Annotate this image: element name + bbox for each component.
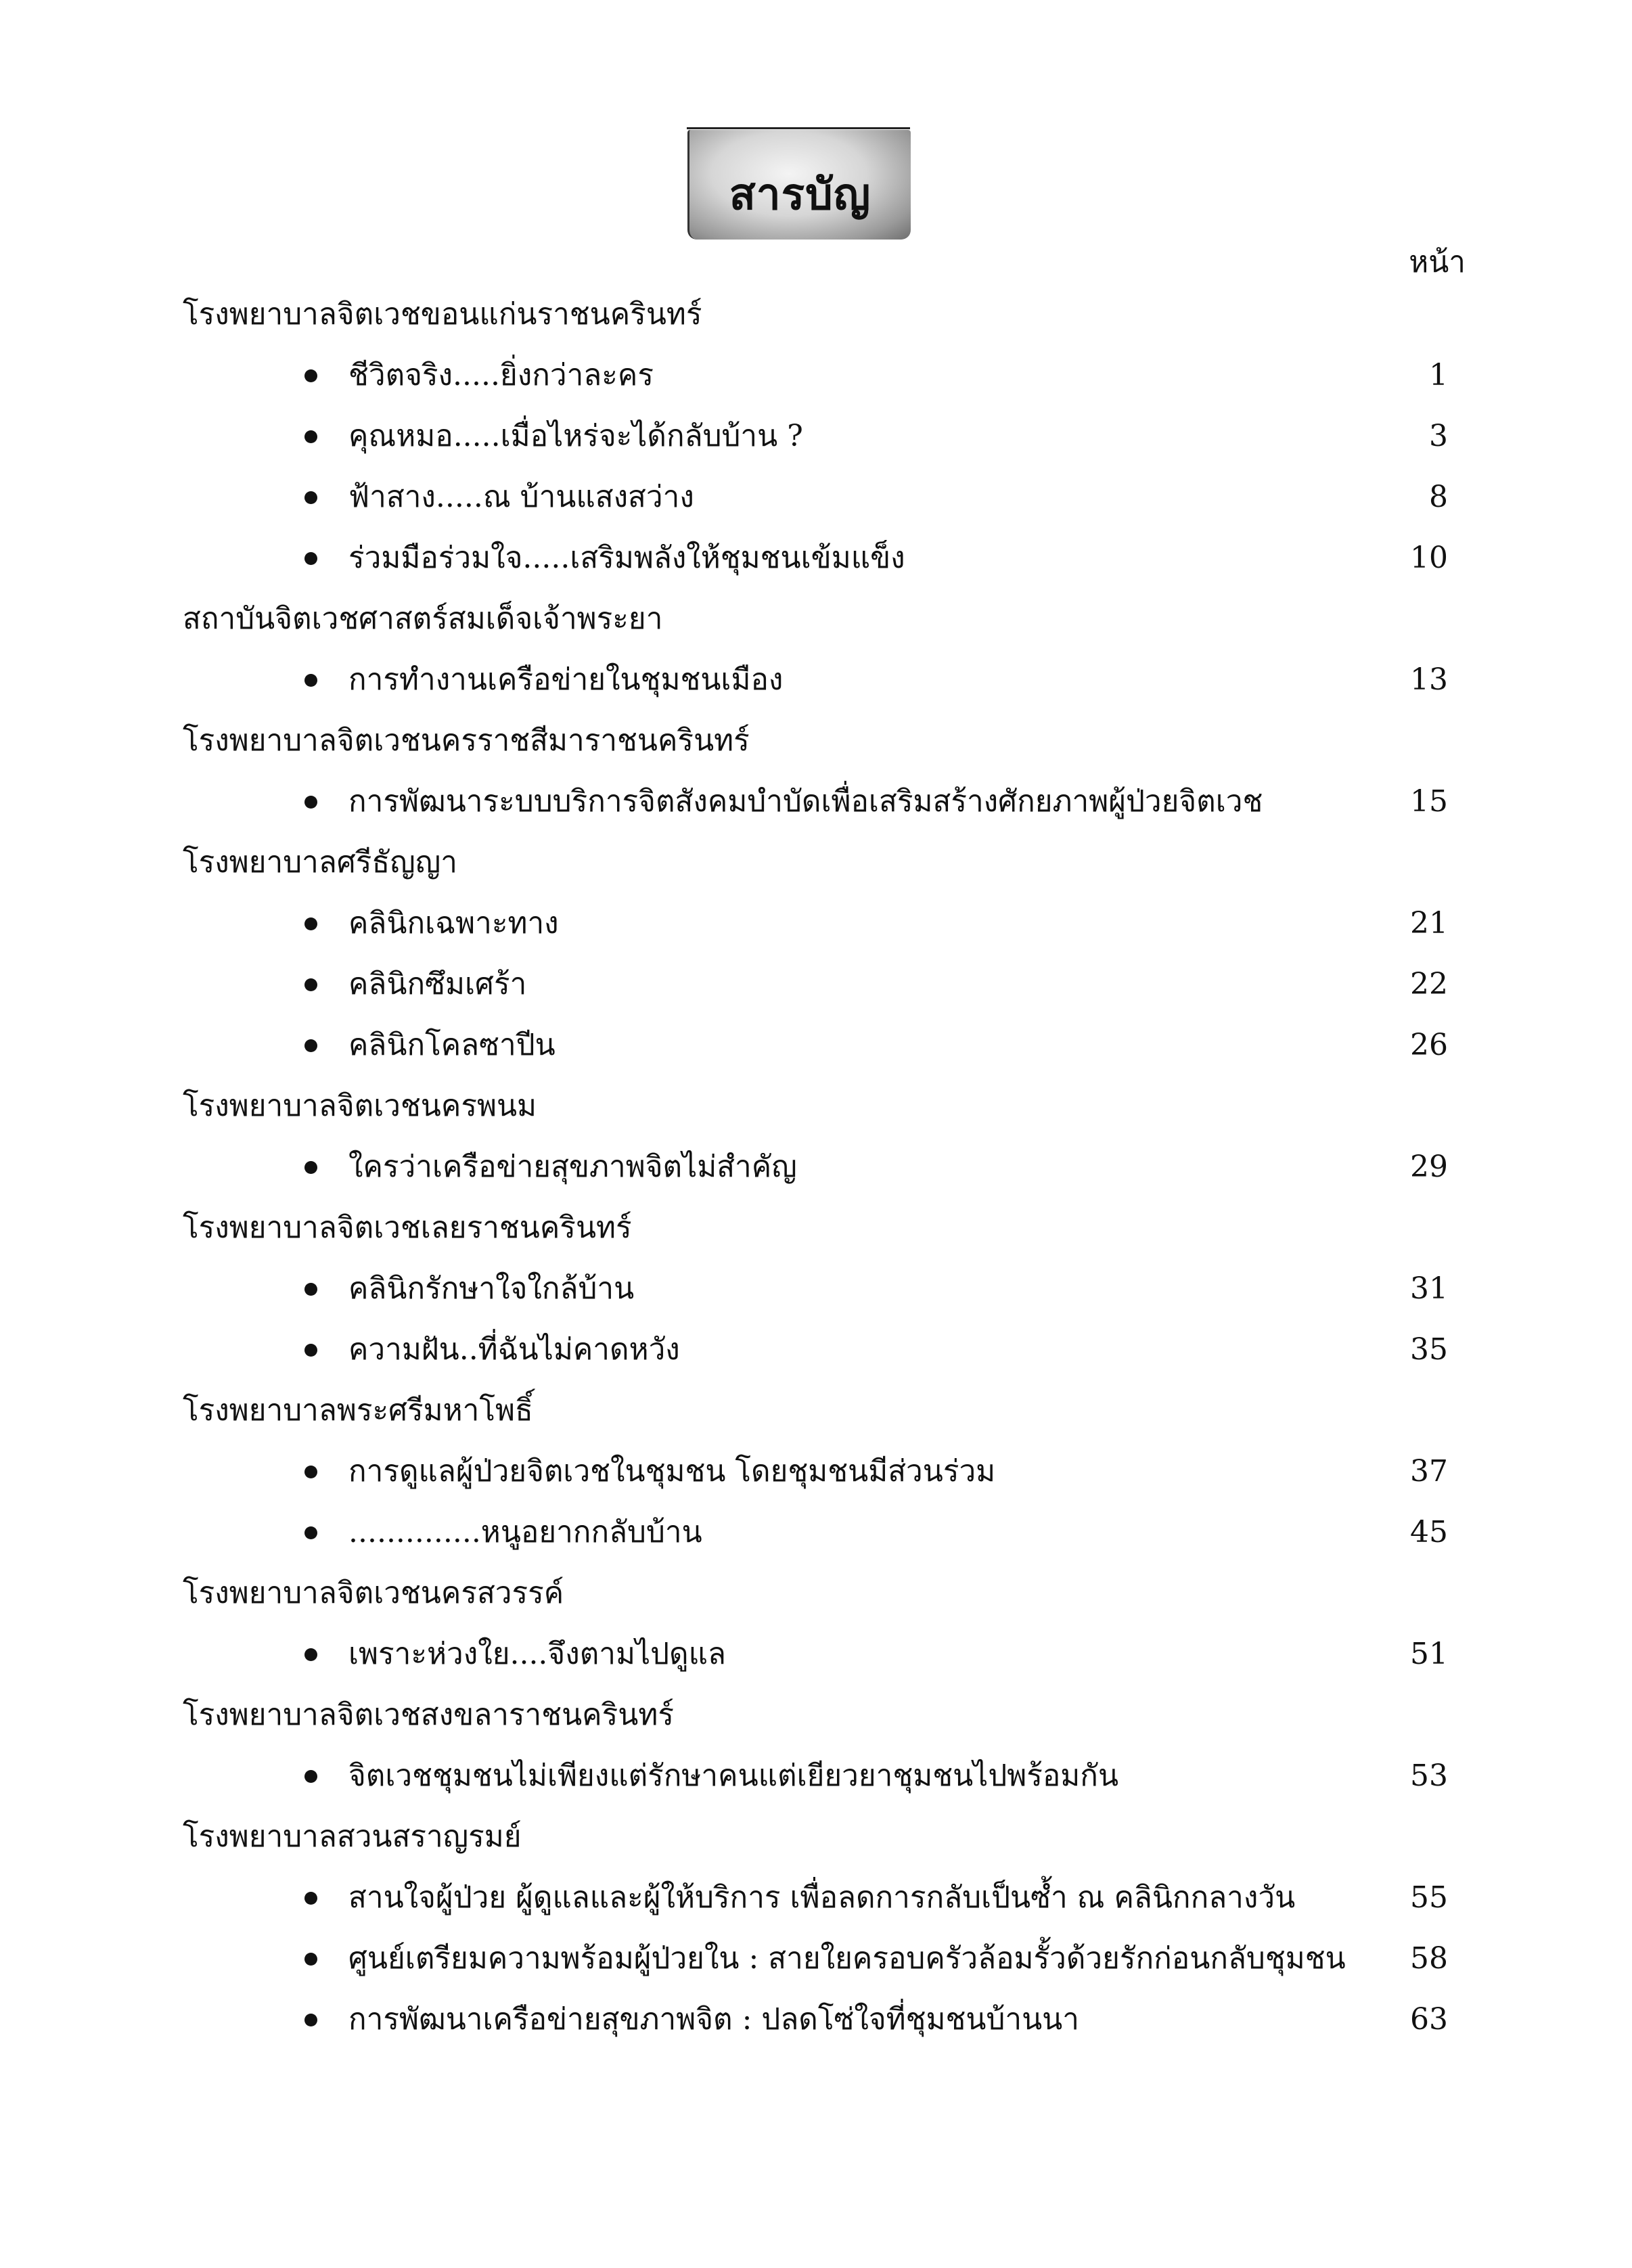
bullet-icon [304,1648,317,1661]
entry-title: คุณหมอ.....เมื่อไหร่จะได้กลับบ้าน ? [348,419,803,453]
entry-title: คลินิกโคลซาปีน [348,1028,556,1062]
toc-entry[interactable] [183,650,1448,710]
bullet-icon [304,1770,317,1783]
table-of-contents [183,284,1448,2050]
toc-section [183,284,1448,589]
section-title: โรงพยาบาลจิตเวชนครพนม [183,1089,537,1123]
bullet-icon [304,978,317,991]
toc-entry[interactable] [183,1502,1448,1563]
bullet-icon [304,430,317,443]
entry-title: การพัฒนาเครือข่ายสุขภาพจิต : ปลดโซ่ใจที่ชุมชนบ้านนา [348,2002,1079,2037]
bullet-icon [304,917,317,930]
section-title: โรงพยาบาลพระศรีมหาโพธิ์ [183,1393,533,1428]
section-title: โรงพยาบาลสวนสราญรมย์ [183,1819,522,1854]
toc-entry[interactable] [183,1928,1448,1989]
toc-entry[interactable] [183,1989,1448,2050]
toc-section [183,1685,1448,1807]
bullet-icon [304,1344,317,1357]
title-rule [687,127,910,129]
title-banner [687,130,911,240]
bullet-icon [304,1526,317,1539]
section-title: โรงพยาบาลจิตเวชสงขลาราชนครินทร์ [183,1698,674,1732]
toc-entry[interactable] [183,771,1448,832]
toc-entry[interactable] [183,1258,1448,1319]
bullet-icon [304,491,317,504]
entry-page-number: 31 [1410,1271,1448,1306]
toc-section [183,1380,1448,1563]
bullet-icon [304,796,317,809]
bullet-icon [304,1892,317,1905]
toc-section [183,589,1448,710]
entry-page-number: 15 [1410,784,1448,819]
entry-page-number: 8 [1429,480,1448,514]
bullet-icon [304,1161,317,1174]
entry-page-number: 22 [1410,967,1448,1001]
entry-title: ความฝัน..ที่ฉันไม่คาดหวัง [348,1332,680,1367]
section-title: โรงพยาบาลจิตเวชนครราชสีมาราชนครินทร์ [183,723,750,758]
toc-entry[interactable] [183,1624,1448,1685]
toc-section [183,1076,1448,1198]
page-column-heading: หน้า [1409,245,1466,279]
toc-section [183,832,1448,1076]
bullet-icon [304,1283,317,1296]
entry-title: การพัฒนาระบบบริการจิตสังคมบำบัดเพื่อเสริมสร้างศักยภาพผู้ป่วยจิตเวช [348,784,1263,819]
bullet-icon [304,552,317,565]
entry-page-number: 63 [1410,2002,1448,2037]
entry-page-number: 51 [1410,1637,1448,1671]
bullet-icon [304,1953,317,1966]
entry-page-number: 21 [1410,906,1448,940]
section-title: โรงพยาบาลจิตเวชเลยราชนครินทร์ [183,1210,632,1245]
entry-page-number: 3 [1429,419,1448,453]
entry-title: จิตเวชชุมชนไม่เพียงแต่รักษาคนแต่เยียวยาชุมชนไปพร้อมกัน [348,1759,1119,1793]
toc-entry[interactable] [183,1746,1448,1807]
toc-entry[interactable] [183,1319,1448,1380]
toc-entry[interactable] [183,528,1448,589]
bullet-icon [304,1466,317,1478]
section-title: โรงพยาบาลจิตเวชขอนแก่นราชนครินทร์ [183,297,702,332]
page-title: สารบัญ [729,169,871,220]
toc-section [183,1807,1448,2050]
toc-section [183,1563,1448,1685]
bullet-icon [304,2014,317,2026]
toc-section [183,710,1448,832]
entry-title: การทำงานเครือข่ายในชุมชนเมือง [348,662,784,697]
toc-entry[interactable] [183,1867,1448,1928]
entry-title: สานใจผู้ป่วย ผู้ดูแลและผู้ให้บริการ เพื่อลดการกลับเป็นซ้ำ ณ คลินิกกลางวัน [348,1880,1296,1915]
entry-title: คลินิกรักษาใจใกล้บ้าน [348,1271,635,1306]
entry-page-number: 1 [1429,358,1448,392]
entry-title: ..............หนูอยากกลับบ้าน [348,1515,702,1549]
toc-section [183,1198,1448,1380]
entry-title: ฟ้าสาง.....ณ บ้านแสงสว่าง [348,480,694,514]
entry-page-number: 53 [1410,1759,1448,1793]
bullet-icon [304,369,317,382]
toc-entry[interactable] [183,954,1448,1015]
entry-page-number: 10 [1410,541,1448,575]
bullet-icon [304,1039,317,1052]
bullet-icon [304,674,317,687]
entry-title: ร่วมมือร่วมใจ.....เสริมพลังให้ชุมชนเข้มแข็ง [348,541,905,575]
entry-title: ใครว่าเครือข่ายสุขภาพจิตไม่สำคัญ [348,1150,797,1184]
entry-title: การดูแลผู้ป่วยจิตเวชในชุมชน โดยชุมชนมีส่วนร่วม [348,1454,996,1489]
entry-page-number: 13 [1410,662,1448,697]
entry-page-number: 45 [1410,1515,1448,1549]
toc-entry[interactable] [183,467,1448,528]
section-title: โรงพยาบาลจิตเวชนครสวรรค์ [183,1576,564,1610]
toc-entry[interactable] [183,1015,1448,1076]
toc-entry[interactable] [183,893,1448,954]
toc-entry[interactable] [183,406,1448,467]
toc-entry[interactable] [183,1137,1448,1198]
toc-entry[interactable] [183,1441,1448,1502]
entry-page-number: 37 [1410,1454,1448,1489]
entry-title: ชีวิตจริง.....ยิ่งกว่าละคร [348,358,654,392]
entry-page-number: 26 [1410,1028,1448,1062]
entry-title: ศูนย์เตรียมความพร้อมผู้ป่วยใน : สายใยครอบครัวล้อมรั้วด้วยรักก่อนกลับชุมชน [348,1941,1346,1976]
entry-page-number: 29 [1410,1150,1448,1184]
entry-title: คลินิกเฉพาะทาง [348,906,559,940]
entry-title: เพราะห่วงใย....จึงตามไปดูแล [348,1637,726,1671]
entry-page-number: 35 [1410,1332,1448,1367]
section-title: โรงพยาบาลศรีธัญญา [183,845,457,880]
entry-title: คลินิกซึมเศร้า [348,967,527,1001]
toc-entry[interactable] [183,345,1448,406]
entry-page-number: 58 [1410,1941,1448,1976]
entry-page-number: 55 [1410,1880,1448,1915]
section-title: สถาบันจิตเวชศาสตร์สมเด็จเจ้าพระยา [183,602,663,636]
